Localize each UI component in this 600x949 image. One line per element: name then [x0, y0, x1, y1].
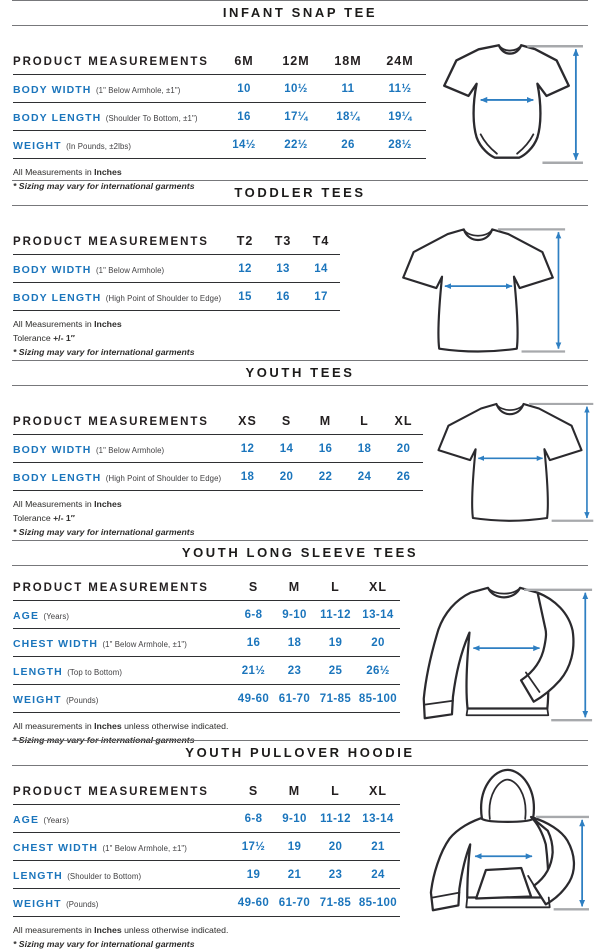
- measurement-value: 17½: [233, 833, 274, 861]
- measurement-value: 85-100: [356, 685, 400, 713]
- row-label-cell: [13, 657, 233, 685]
- measurement-value: 6-8: [233, 601, 274, 629]
- measurement-value: 11-12: [315, 601, 356, 629]
- row-note: (In Pounds, ±2lbs): [66, 141, 132, 151]
- size-column-header: XS: [228, 412, 267, 435]
- size-column-header: M: [274, 578, 315, 601]
- product-measurements-header: PRODUCT MEASUREMENTS: [13, 232, 226, 255]
- hoodie-diagram: [422, 762, 594, 924]
- row-note: (Pounds): [66, 695, 99, 705]
- measurement-value: 14: [302, 255, 340, 283]
- measurement-value: 26: [384, 463, 423, 491]
- row-label-cell: [13, 255, 226, 283]
- measurement-value: 10½: [270, 75, 322, 103]
- row-label-cell: [13, 131, 218, 159]
- measurement-value: 49-60: [233, 889, 274, 917]
- measurement-value: 85-100: [356, 889, 400, 917]
- row-label-cell: [13, 861, 233, 889]
- section-title: YOUTH LONG SLEEVE TEES: [181, 545, 419, 560]
- measurement-value: 19¼: [374, 103, 426, 131]
- measurement-value: 21½: [233, 657, 274, 685]
- row-note: (1" Below Armhole): [95, 445, 165, 455]
- product-measurements-header: PRODUCT MEASUREMENTS: [13, 782, 233, 805]
- size-column-header: M: [274, 782, 315, 805]
- size-column-header: L: [345, 412, 384, 435]
- measurement-value: 19: [274, 833, 315, 861]
- section-title: YOUTH PULLOVER HOODIE: [185, 745, 415, 760]
- measurement-value: 28½: [374, 131, 426, 159]
- size-column-header: 18M: [322, 52, 374, 75]
- measurement-value: 20: [356, 629, 400, 657]
- row-note: (1" Below Armhole, ±1"): [102, 639, 187, 649]
- size-column-header: 6M: [218, 52, 270, 75]
- tolerance-note: Tolerance +/- 1″: [13, 332, 75, 343]
- measurement-value: 71-85: [315, 889, 356, 917]
- section-title: TODDLER TEES: [234, 185, 366, 200]
- row-label-cell: [13, 685, 233, 713]
- row-label: WEIGHT: [13, 139, 62, 152]
- measurement-value: 15: [226, 283, 264, 311]
- measurement-value: 13-14: [356, 805, 400, 833]
- measurement-value: 18: [345, 435, 384, 463]
- measurement-value: 9-10: [274, 601, 315, 629]
- size-column-header: XL: [356, 782, 400, 805]
- measurements-table: [13, 52, 426, 159]
- measurement-value: 6-8: [233, 805, 274, 833]
- measurement-value: 20: [384, 435, 423, 463]
- size-column-header: M: [306, 412, 345, 435]
- sizing-note: * Sizing may vary for international garments: [13, 734, 195, 745]
- measurement-value: 11: [322, 75, 374, 103]
- measurement-value: 18: [274, 629, 315, 657]
- size-column-header: S: [233, 578, 274, 601]
- row-label-cell: [13, 805, 233, 833]
- measurement-value: 18¼: [322, 103, 374, 131]
- size-column-header: L: [315, 578, 356, 601]
- row-label: LENGTH: [13, 665, 63, 678]
- size-column-header: 12M: [270, 52, 322, 75]
- measurements-unit-note: All Measurements in Inches: [13, 319, 122, 329]
- size-column-header: T4: [302, 232, 340, 255]
- row-note: (Years): [43, 815, 70, 825]
- measurement-value: 71-85: [315, 685, 356, 713]
- long-sleeve-tee-diagram: [415, 576, 595, 732]
- row-label: BODY LENGTH: [13, 291, 102, 304]
- product-measurements-header: PRODUCT MEASUREMENTS: [13, 52, 218, 75]
- table-row: [13, 629, 400, 657]
- row-label-cell: [13, 601, 233, 629]
- row-note: (Years): [43, 611, 70, 621]
- measurements-table: [13, 232, 340, 311]
- measurement-value: 14½: [218, 131, 270, 159]
- row-note: (1" Below Armhole, ±1"): [102, 843, 187, 853]
- table-header-row: [13, 412, 423, 435]
- row-label: AGE: [13, 813, 40, 826]
- section-title: INFANT SNAP TEE: [222, 5, 378, 20]
- row-note: (Shoulder to Bottom): [67, 871, 142, 881]
- row-label: WEIGHT: [13, 897, 62, 910]
- row-note: (Top to Bottom): [67, 667, 123, 677]
- size-column-header: S: [233, 782, 274, 805]
- row-note: (1" Below Armhole, ±1"): [95, 85, 181, 95]
- table-row: [13, 601, 400, 629]
- tee-outline: [403, 229, 553, 351]
- onesie-diagram: [428, 36, 585, 173]
- size-column-header: 24M: [374, 52, 426, 75]
- measurement-value: 18: [228, 463, 267, 491]
- row-label: CHEST WIDTH: [13, 637, 99, 650]
- row-note: (Shoulder To Bottom, ±1"): [105, 113, 198, 123]
- tolerance-note: Tolerance +/- 1″: [13, 512, 75, 523]
- table-row: [13, 435, 423, 463]
- toddler-tee-illustration: [388, 218, 568, 365]
- measurement-value: 13-14: [356, 601, 400, 629]
- table-header-row: [13, 52, 426, 75]
- measurement-value: 16: [306, 435, 345, 463]
- measurements-unit-note: All Measurements in Inches: [13, 499, 122, 509]
- measurement-value: 22: [306, 463, 345, 491]
- section-title-band: [12, 180, 588, 206]
- row-label-cell: [13, 75, 218, 103]
- measurement-value: 61-70: [274, 889, 315, 917]
- tee-diagram: [388, 218, 568, 360]
- youth-long-sleeve-tee-illustration: [415, 576, 595, 737]
- table-row: [13, 805, 400, 833]
- table-row: [13, 283, 340, 311]
- table-header-row: [13, 232, 340, 255]
- infant-snap-tee-illustration: [428, 36, 585, 178]
- section-title-band: [12, 360, 588, 386]
- measurements-table: [13, 578, 400, 713]
- measurement-value: 16: [264, 283, 302, 311]
- table-row: [13, 657, 400, 685]
- measurement-value: 24: [345, 463, 384, 491]
- row-note: (1" Below Armhole): [95, 265, 165, 275]
- table-header-row: [13, 782, 400, 805]
- measurement-value: 11½: [374, 75, 426, 103]
- measurement-value: 20: [267, 463, 306, 491]
- measurement-value: 25: [315, 657, 356, 685]
- row-label: BODY WIDTH: [13, 83, 92, 96]
- row-label: BODY LENGTH: [13, 111, 102, 124]
- row-label-cell: [13, 889, 233, 917]
- measurement-value: 23: [315, 861, 356, 889]
- section-title-band: [12, 0, 588, 26]
- row-label-cell: [13, 463, 228, 491]
- row-label-cell: [13, 103, 218, 131]
- measurement-value: 23: [274, 657, 315, 685]
- measurement-value: 16: [233, 629, 274, 657]
- measurement-value: 26½: [356, 657, 400, 685]
- measurement-value: 22½: [270, 131, 322, 159]
- table-row: [13, 75, 426, 103]
- table-row: [13, 131, 426, 159]
- measurement-value: 21: [274, 861, 315, 889]
- measurement-value: 11-12: [315, 805, 356, 833]
- table-row: [13, 255, 340, 283]
- measurements-table: [13, 412, 423, 491]
- size-column-header: S: [267, 412, 306, 435]
- row-label: AGE: [13, 609, 40, 622]
- row-label: WEIGHT: [13, 693, 62, 706]
- size-column-header: XL: [356, 578, 400, 601]
- collar-line: [464, 229, 492, 235]
- measurements-unit-note: All measurements in Inches unless otherwise indicated.: [13, 721, 229, 731]
- row-label-cell: [13, 435, 228, 463]
- table-header-row: [13, 578, 400, 601]
- row-label-cell: [13, 629, 233, 657]
- tee-diagram: [424, 393, 596, 529]
- section-youth-tees: [0, 360, 600, 540]
- table-row: [13, 889, 400, 917]
- measurement-value: 17¼: [270, 103, 322, 131]
- measurement-value: 24: [356, 861, 400, 889]
- section-youth-long-sleeve-tees: [0, 540, 600, 745]
- measurement-value: 19: [233, 861, 274, 889]
- row-label: BODY WIDTH: [13, 443, 92, 456]
- measurements-unit-note: All measurements in Inches unless otherwise indicated.: [13, 925, 229, 935]
- section-youth-pullover-hoodie: [0, 740, 600, 949]
- measurement-value: 20: [315, 833, 356, 861]
- measurement-value: 12: [226, 255, 264, 283]
- measurement-value: 49-60: [233, 685, 274, 713]
- collar-line: [499, 45, 521, 50]
- product-measurements-header: PRODUCT MEASUREMENTS: [13, 412, 228, 435]
- sizing-note: * Sizing may vary for international garments: [13, 526, 195, 537]
- kangaroo-pocket: [476, 868, 531, 898]
- row-label: CHEST WIDTH: [13, 841, 99, 854]
- section-title-band: [12, 540, 588, 566]
- row-label: BODY LENGTH: [13, 471, 102, 484]
- measurement-value: 16: [218, 103, 270, 131]
- measurement-value: 61-70: [274, 685, 315, 713]
- row-label: BODY WIDTH: [13, 263, 92, 276]
- measurements-table: [13, 782, 400, 917]
- measurement-value: 17: [302, 283, 340, 311]
- measurement-value: 26: [322, 131, 374, 159]
- youth-tee-illustration: [424, 393, 596, 534]
- section-toddler-tees: [0, 180, 600, 360]
- size-column-header: L: [315, 782, 356, 805]
- section-infant-snap-tee: [0, 0, 600, 191]
- measurement-value: 13: [264, 255, 302, 283]
- row-note: (Pounds): [66, 899, 99, 909]
- table-row: [13, 833, 400, 861]
- row-label: LENGTH: [13, 869, 63, 882]
- sizing-note: * Sizing may vary for international garments: [13, 180, 195, 191]
- table-row: [13, 685, 400, 713]
- section-title: YOUTH TEES: [245, 365, 355, 380]
- tee-outline: [438, 404, 581, 521]
- table-row: [13, 103, 426, 131]
- measurement-value: 12: [228, 435, 267, 463]
- measurement-value: 9-10: [274, 805, 315, 833]
- row-note: (High Point of Shoulder to Edge): [105, 473, 222, 483]
- measurement-value: 19: [315, 629, 356, 657]
- youth-pullover-hoodie-illustration: [422, 762, 594, 929]
- measurement-value: 21: [356, 833, 400, 861]
- row-note: (High Point of Shoulder to Edge): [105, 293, 222, 303]
- sizing-note: * Sizing may vary for international garments: [13, 938, 195, 949]
- size-column-header: XL: [384, 412, 423, 435]
- measurements-unit-note: All Measurements in Inches: [13, 167, 122, 177]
- table-row: [13, 463, 423, 491]
- size-column-header: T3: [264, 232, 302, 255]
- sizing-note: * Sizing may vary for international garments: [13, 346, 195, 357]
- onesie-outline: [444, 45, 569, 157]
- table-row: [13, 861, 400, 889]
- measurement-value: 14: [267, 435, 306, 463]
- row-label-cell: [13, 833, 233, 861]
- row-label-cell: [13, 283, 226, 311]
- measurement-value: 10: [218, 75, 270, 103]
- product-measurements-header: PRODUCT MEASUREMENTS: [13, 578, 233, 601]
- collar-line: [496, 404, 523, 410]
- size-column-header: T2: [226, 232, 264, 255]
